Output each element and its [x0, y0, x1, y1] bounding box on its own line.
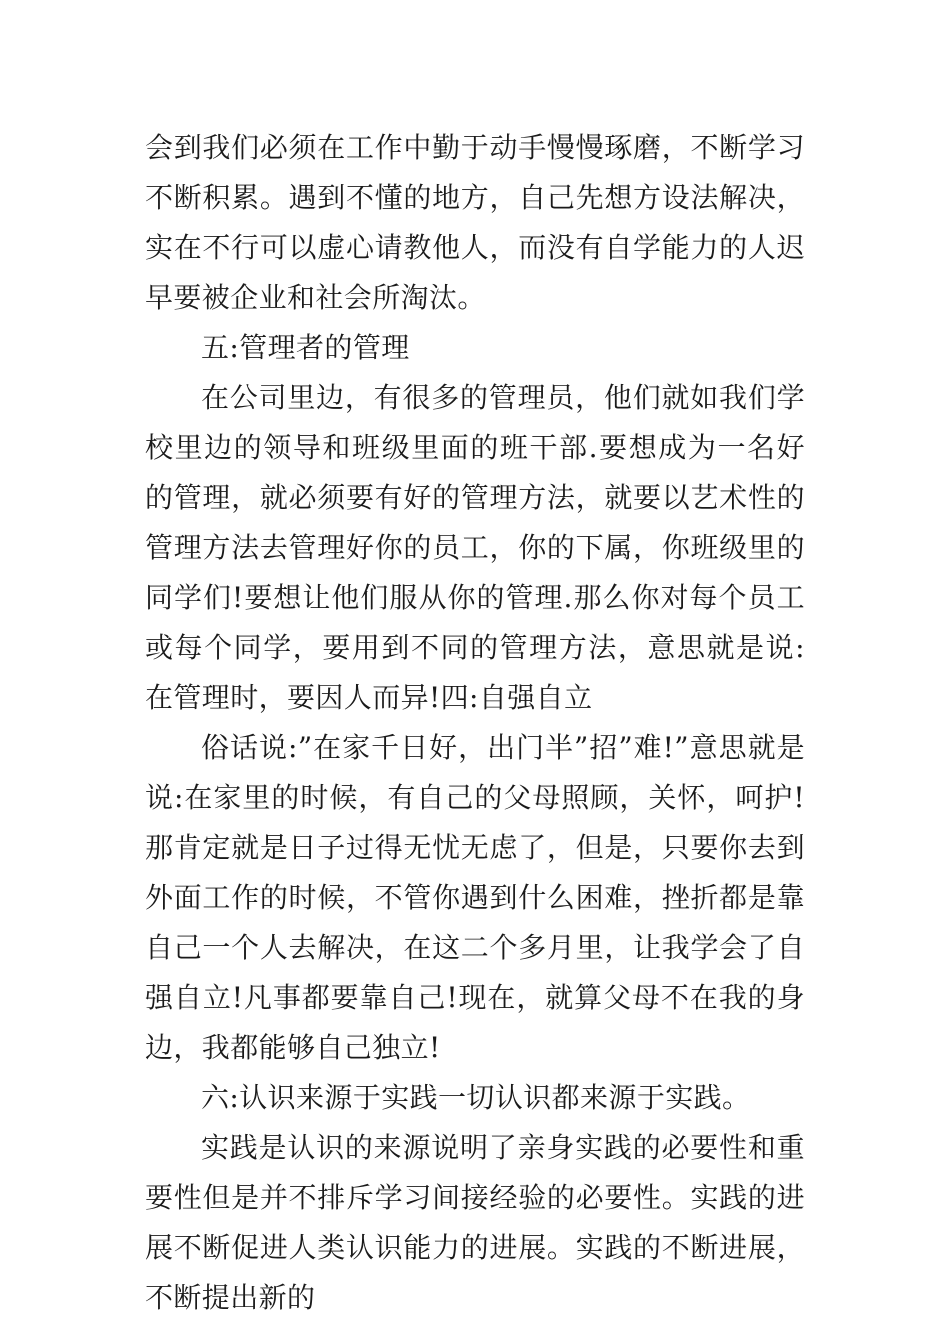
- section-heading-5: 五:管理者的管理: [201, 331, 410, 364]
- section-heading-6: 六:认识来源于实践一切认识都来源于实践。: [201, 1081, 751, 1114]
- paragraph-4: 俗话说:”在家千日好，出门半”招”难!”意思就是说:在家里的时候，有自己的父母照顾，关怀，呵护!那肯定就是日子过得无忧无虑了，但是，只要你去到外面工作的时候，不管你遇到什么困难，挫折都是靠自己一个人去解决，在这二个多月里，让我学会了自强自立!凡事都要靠自己!现在，就算父母不在我的身边，我都能够自己独立!: [145, 731, 805, 1064]
- paragraph-3: 在公司里边，有很多的管理员，他们就如我们学校里边的领导和班级里面的班干部.要想成为一名好的管理，就必须要有好的管理方法，就要以艺术性的管理方法去管理好你的员工，你的下属，你班级里的同学们!要想让他们服从你的管理.那么你对每个员工或每个同学，要用到不同的管理方法，意思就是说:在管理时，要因人而异!四:自强自立: [145, 381, 805, 714]
- paragraph-6: 实践是认识的来源说明了亲身实践的必要性和重要性但是并不排斥学习间接经验的必要性。实践的进展不断促进人类认识能力的进展。实践的不断进展，不断提出新的: [145, 1131, 805, 1314]
- paragraph-1: 会到我们必须在工作中勤于动手慢慢琢磨，不断学习不断积累。遇到不懂的地方，自己先想方设法解决，实在不行可以虚心请教他人，而没有自学能力的人迟早要被企业和社会所淘汰。: [145, 131, 805, 314]
- document-body: [145, 123, 805, 1323]
